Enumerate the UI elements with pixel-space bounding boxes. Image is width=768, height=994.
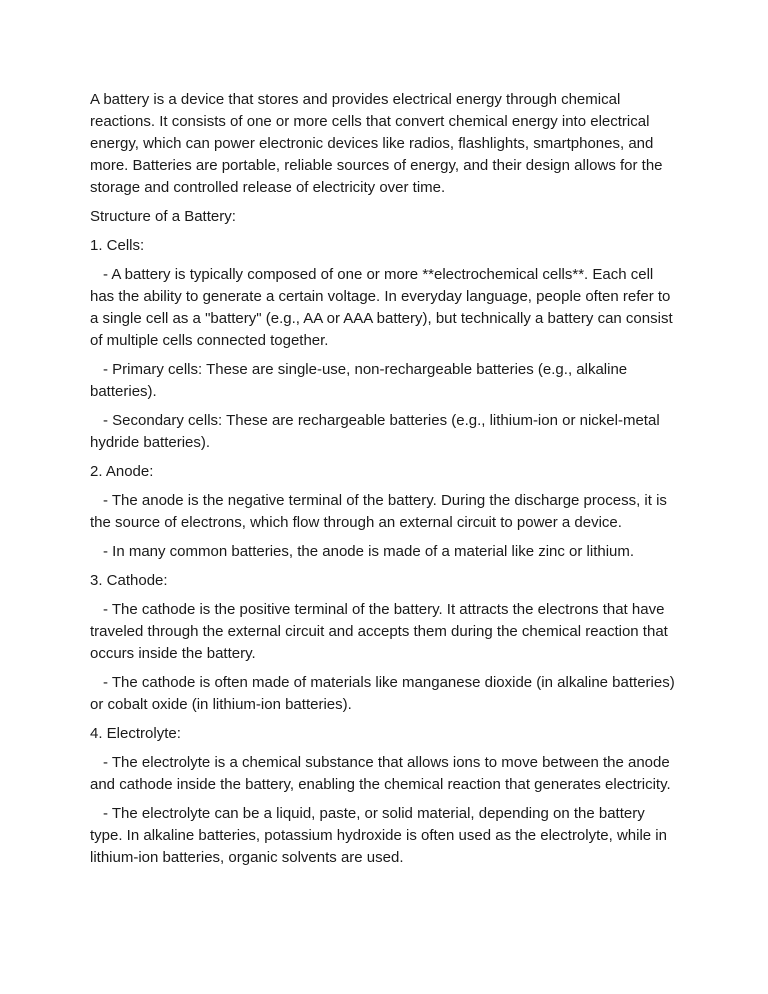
paragraph-electrolyte-description: - The electrolyte is a chemical substance that allows ions to move between the anode and cathode inside the battery, enabling the chemical reaction that generates electricity.: [90, 754, 671, 793]
intro-paragraph: A battery is a device that stores and provides electrical energy through chemical reactions. It consists of one or more cells that convert chemical energy into electrical energy, which can power electronic devices like radios, flashlights, smartphones, and more. Batteries are portable, reliable sources of energy, and their design allows for the storage and controlled release of electricity over time.: [90, 91, 663, 196]
section-title: Structure of a Battery:: [90, 208, 236, 225]
paragraph-cathode-description: - The cathode is the positive terminal of the battery. It attracts the electrons that have traveled through the external circuit and accepts them during the chemical reaction that occurs inside the battery.: [90, 601, 668, 662]
paragraph-primary-cells: - Primary cells: These are single-use, non-rechargeable batteries (e.g., alkaline batteries).: [90, 361, 628, 400]
heading-anode: 2. Anode:: [90, 463, 154, 480]
paragraph-electrolyte-types: - The electrolyte can be a liquid, paste, or solid material, depending on the battery type. In alkaline batteries, potassium hydroxide is often used as the electrolyte, while in lithium-ion batteries, organic solvents are used.: [90, 805, 667, 866]
paragraph-cathode-material: - The cathode is often made of materials like manganese dioxide (in alkaline batteries) or cobalt oxide (in lithium-ion batteries).: [90, 674, 675, 713]
heading-cells: 1. Cells:: [90, 237, 145, 254]
heading-cathode: 3. Cathode:: [90, 572, 168, 589]
paragraph-anode-material: - In many common batteries, the anode is made of a material like zinc or lithium.: [103, 543, 635, 560]
paragraph-anode-description: - The anode is the negative terminal of the battery. During the discharge process, it is the source of electrons, which flow through an external circuit to power a device.: [90, 492, 667, 531]
paragraph-cells-description: - A battery is typically composed of one or more **electrochemical cells**. Each cell has the ability to generate a certain voltage. In everyday language, people often refer to a single cell as a "battery" (e.g., AA or AAA battery), but technically a battery can consist of multiple cells connected together.: [90, 266, 673, 349]
heading-electrolyte: 4. Electrolyte:: [90, 725, 181, 742]
paragraph-secondary-cells: - Secondary cells: These are rechargeable batteries (e.g., lithium-ion or nickel-metal hydride batteries).: [90, 412, 660, 451]
